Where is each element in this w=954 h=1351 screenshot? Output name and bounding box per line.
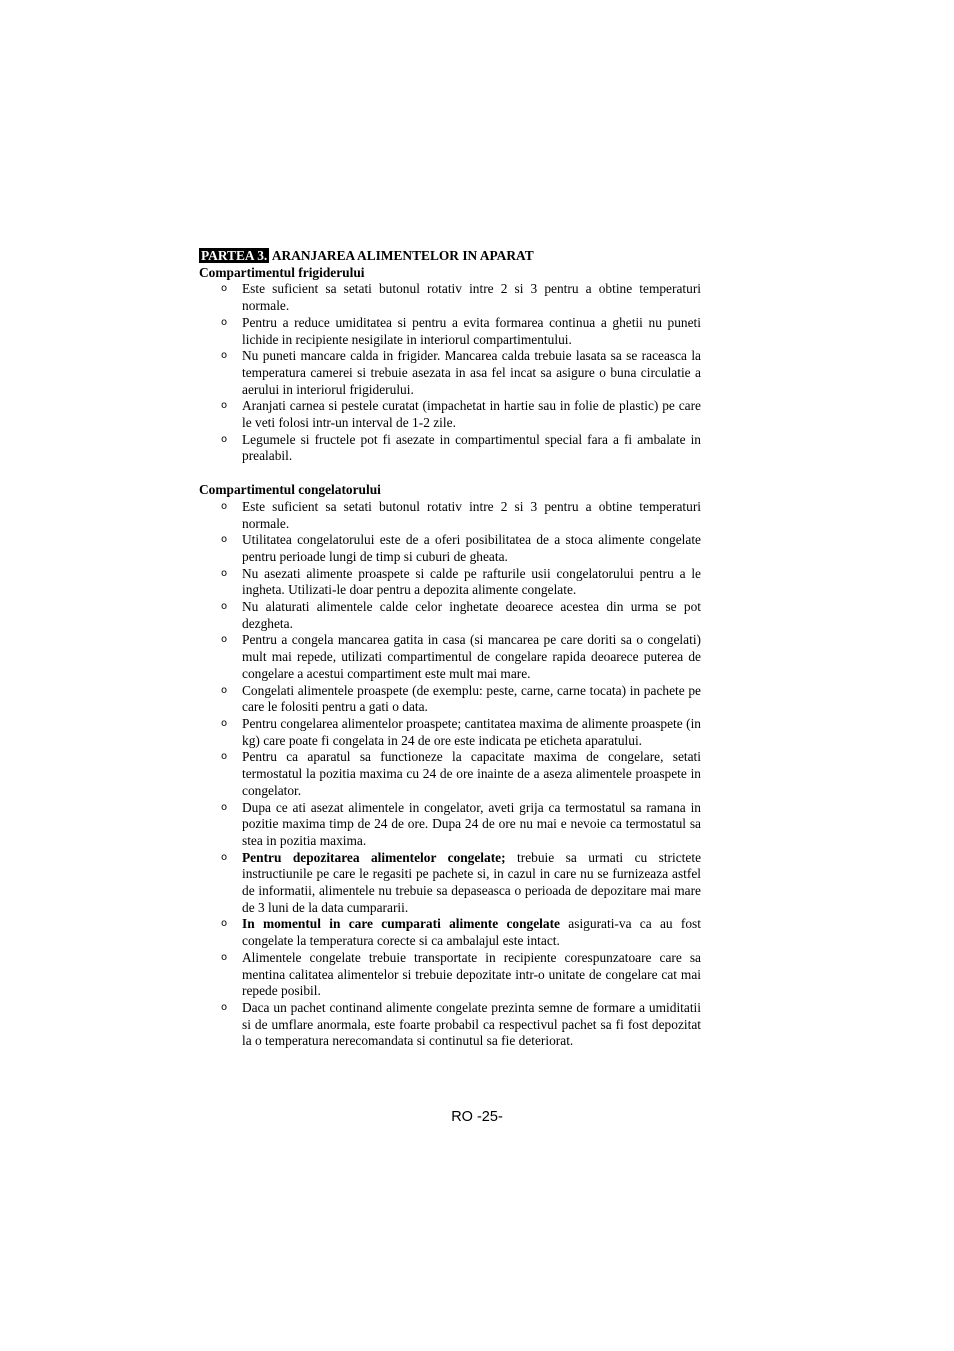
list-item-text: Nu alaturati alimentele calde celor inghetate deoarece acestea din urma se pot dezgheta. xyxy=(242,599,701,631)
list-item-text: Congelati alimentele proaspete (de exemplu: peste, carne, carne tocata) in pachete pe care le folositi pentru a gati o data. xyxy=(242,682,701,715)
list-item-text: Pentru congelarea alimentelor proaspete; cantitatea maxima de alimente proaspete (in kg) care poate fi congelata in 24 de ore este indicata pe eticheta aparatului. xyxy=(242,715,701,748)
list-item-text: Utilitatea congelatorului este de a oferi posibilitatea de a stoca alimente congelate pentru perioade lungi de timp si cuburi de gheata. xyxy=(242,532,701,564)
part-label: PARTEA 3. xyxy=(201,248,268,263)
list-item xyxy=(199,398,701,431)
list-item-text: Pentru ca aparatul sa functioneze la capacitate maxima de congelare, setati termostatul la pozitia maxima cu 24 de ore inainte de a aseza alimentele proaspete in congelator. xyxy=(242,749,701,798)
list-item-text: Este suficient sa setati butonul rotativ intre 2 si 3 pentru a obtine temperaturi normale. xyxy=(242,498,701,531)
list-item xyxy=(199,348,701,398)
list-item xyxy=(199,916,701,949)
list-item-text: asigurati-va ca au fost congelate la temperatura corecte si ca ambalajul este intact. xyxy=(242,916,701,949)
list-item xyxy=(199,850,701,917)
list-item-text: Daca un pachet continand alimente congelate prezinta semne de formare a umiditatii si de umflare anormala, este foarte probabil ca respectivul pachet sa fi fost depozitat la o temperatura nerecomandata si continutul sa fie deteriorat. xyxy=(242,999,701,1049)
list-item-text: Alimentele congelate trebuie transportate in recipiente corespunzatoare care sa mentina calitatea alimentelor si trebuie depozitate intr-o unitate de congelare cat mai repede posibil. xyxy=(242,949,701,999)
bullet-icon: o xyxy=(221,918,228,930)
page-content xyxy=(199,248,701,1050)
bullet-icon: o xyxy=(221,801,228,813)
list-item xyxy=(199,499,701,532)
bullet-icon: o xyxy=(221,684,228,696)
freezer-subheading: Compartimentul congelatorului xyxy=(199,482,381,498)
bullet-icon: o xyxy=(221,601,228,613)
section-title: ARANJAREA ALIMENTELOR IN APARAT xyxy=(269,248,534,263)
list-item-text: Dupa ce ati asezat alimentele in congelator, aveti grija ca termostatul sa ramana in pozitie maxima timp de 24 de ore. Dupa 24 de ore nu mai e nevoie ca termostatul sa stea in pozitia maxima. xyxy=(242,799,701,848)
list-item xyxy=(199,716,701,749)
section-heading xyxy=(199,248,701,265)
list-item-bold: Pentru depozitarea alimentelor congelate; xyxy=(242,849,506,865)
list-item xyxy=(199,1000,701,1050)
bullet-icon: o xyxy=(221,717,228,729)
list-item xyxy=(199,950,701,1000)
list-item-text: Este suficient sa setati butonul rotativ intre 2 si 3 pentru a obtine temperaturi normale. xyxy=(242,281,701,314)
list-item xyxy=(199,315,701,348)
bullet-icon: o xyxy=(221,851,228,863)
list-item xyxy=(199,749,701,799)
bullet-icon: o xyxy=(221,316,228,328)
list-item-bold: In momentul in care cumparati alimente congelate xyxy=(242,916,561,932)
list-item-text: Nu asezati alimente proaspete si calde pe rafturile usii congelatorului pentru a le ingheta. Utilizati-le doar pentru a depozita alimente congelate. xyxy=(242,565,701,598)
list-item xyxy=(199,566,701,599)
bullet-icon: o xyxy=(221,951,228,963)
bullet-icon: o xyxy=(221,500,228,512)
list-item xyxy=(199,532,701,565)
bullet-icon: o xyxy=(221,634,228,646)
list-item xyxy=(199,800,701,850)
list-item xyxy=(199,683,701,716)
page-number: RO -25- xyxy=(451,1109,503,1125)
bullet-icon: o xyxy=(221,350,228,362)
bullet-icon: o xyxy=(221,1001,228,1013)
fridge-list xyxy=(199,281,701,465)
section-spacer xyxy=(199,465,701,482)
list-item-text: Pentru a reduce umiditatea si pentru a evita formarea continua a ghetii nu puneti lichide in recipiente nesigilate in interiorul compartimentului. xyxy=(242,314,701,347)
bullet-icon: o xyxy=(221,567,228,579)
bullet-icon: o xyxy=(221,283,228,295)
list-item xyxy=(199,432,701,465)
list-item xyxy=(199,281,701,314)
bullet-icon: o xyxy=(221,400,228,412)
bullet-icon: o xyxy=(221,751,228,763)
list-item-text: Nu puneti mancare calda in frigider. Mancarea calda trebuie lasata sa se raceasca la temperatura camerei si trebuie asezata in asa fel incat sa asigure o buna circulatie a aerului in interiorul frigiderului. xyxy=(242,348,701,397)
list-item-text: trebuie sa urmati cu strictete instructiunile pe care le regasiti pe pachete si, in cazul in care nu se furnizeaza astfel de informatii, alimentele nu trebuie sa depaseasca o perioada de depozitare mai mare de 3 luni de la data cumpararii. xyxy=(242,849,702,915)
bullet-icon: o xyxy=(221,534,228,546)
list-item-text: Aranjati carnea si pestele curatat (impachetat in hartie sau in folie de plastic) pe care le veti folosi intr-un interval de 1-2 zile. xyxy=(242,398,701,431)
freezer-list xyxy=(199,499,701,1050)
list-item-text: Pentru a congela mancarea gatita in casa (si mancarea pe care doriti sa o congelati) mult mai repede, utilizati compartimentul de congelare rapida deoarece puterea de congelare a acestui compartiment este mult mai mare. xyxy=(242,632,701,681)
list-item-text: Legumele si fructele pot fi asezate in compartimentul special fara a fi ambalate in prealabil. xyxy=(242,431,701,464)
list-item xyxy=(199,599,701,632)
fridge-subheading: Compartimentul frigiderului xyxy=(199,264,365,280)
list-item xyxy=(199,632,701,682)
bullet-icon: o xyxy=(221,433,228,445)
